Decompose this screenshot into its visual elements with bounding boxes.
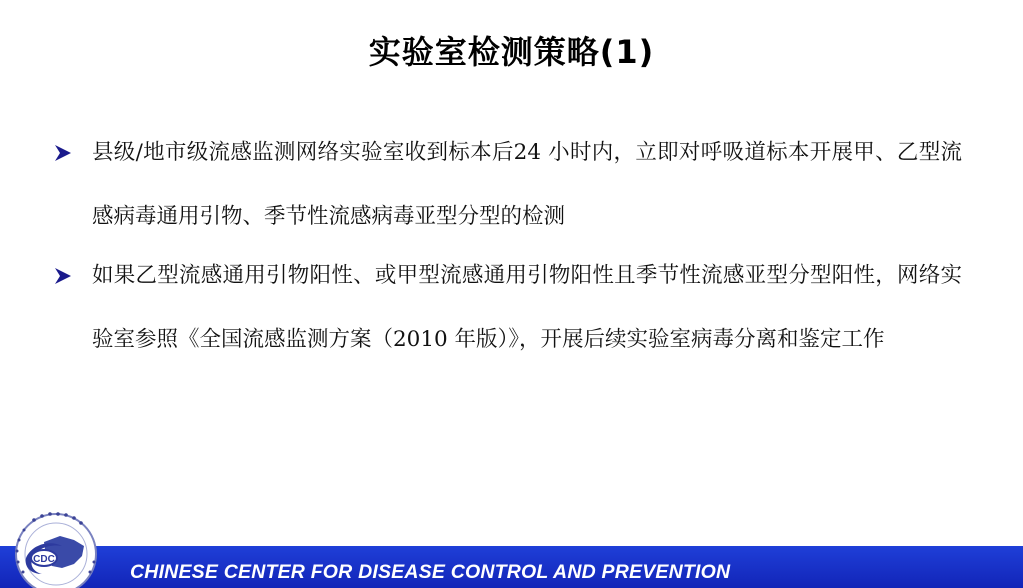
slide-title: 实验室检测策略(1) [368, 33, 655, 71]
footer-bar [0, 546, 1023, 588]
bullet-text: 如果乙型流感通用引物阳性、或甲型流感通用引物阳性且季节性流感亚型分型阳性，网络实验室参照《全国流感监测方案（2010 年版）》，开展后续实验室病毒分离和鉴定工作 [92, 263, 962, 352]
bullet-list [52, 132, 962, 372]
bullet-arrow-icon [52, 255, 76, 297]
logo-text: CDC [33, 554, 55, 565]
footer-organization-name: CHINESE CENTER FOR DISEASE CONTROL AND PREVENTION [130, 561, 731, 583]
bullet-item [52, 132, 962, 249]
cdc-logo-icon [4, 496, 112, 588]
bullet-item [52, 255, 962, 372]
bullet-text: 县级/地市级流感监测网络实验室收到标本后24 小时内，立即对呼吸道标本开展甲、乙型流感病毒通用引物、季节性流感病毒亚型分型的检测 [92, 140, 962, 229]
bullet-arrow-icon [52, 132, 76, 174]
